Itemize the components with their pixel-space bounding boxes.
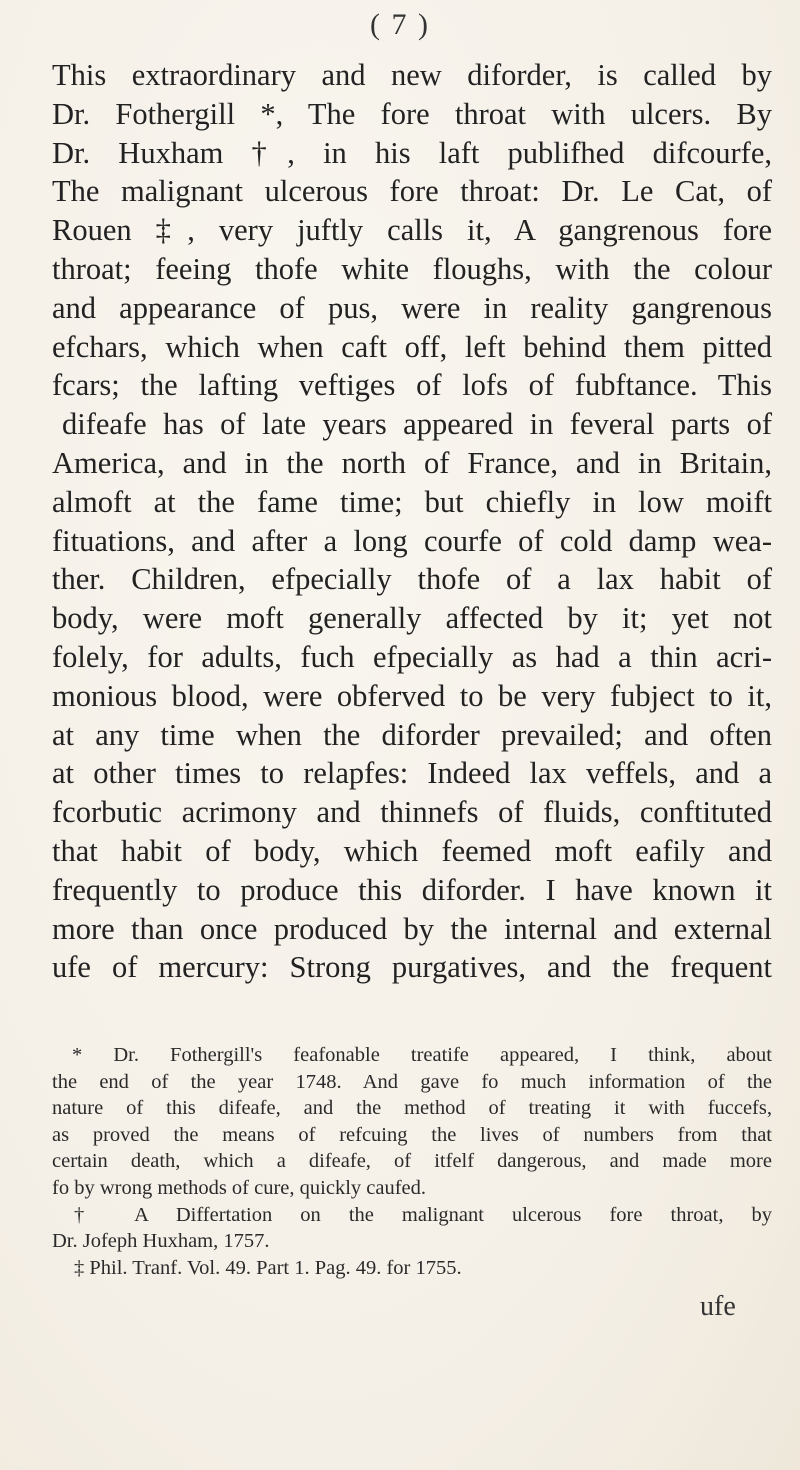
text-line: almoft at the fame time; but chiefly in low moift bbox=[52, 484, 772, 519]
text-line: monious blood, were obferved to be very fubject to it, bbox=[52, 678, 772, 713]
main-text bbox=[52, 56, 772, 987]
text-line: frequently to produce this diforder. I have known it bbox=[52, 872, 772, 907]
footnotes bbox=[52, 1042, 772, 1281]
footnote-line: the end of the year 1748. And gave fo much information of the bbox=[52, 1070, 772, 1093]
text-line: body, were moft generally affected by it; yet not bbox=[52, 601, 772, 636]
footnote-line: as proved the means of refcuing the lives of numbers from that bbox=[52, 1123, 772, 1146]
text-line: throat; feeing thofe white floughs, with the colour bbox=[52, 251, 772, 286]
text-line: at any time when the diforder prevailed; and often bbox=[52, 717, 772, 752]
text-line: fituations, and after a long courfe of cold damp wea- bbox=[52, 523, 772, 558]
text-line: and appearance of pus, were in reality gangrenous bbox=[52, 290, 772, 325]
footnote-line: † A Differtation on the malignant ulcerous fore throat, by bbox=[74, 1203, 772, 1226]
footnote-line: Dr. Jofeph Huxham, 1757. bbox=[52, 1230, 270, 1253]
catchword: ufe bbox=[700, 1291, 736, 1322]
text-line: ufe of mercury: Strong purgatives, and the frequent bbox=[52, 950, 772, 985]
footnote-line: * Dr. Fothergill's feafonable treatife appeared, I think, about bbox=[72, 1044, 772, 1066]
text-line: fcars; the lafting veftiges of lofs of fubftance. This bbox=[52, 368, 772, 403]
footnote-line: certain death, which a difeafe, of itfelf dangerous, and made more bbox=[52, 1150, 772, 1173]
text-line: difeafe has of late years appeared in feveral parts of bbox=[62, 407, 772, 442]
footnote-line: ‡ Phil. Tranf. Vol. 49. Part 1. Pag. 49. for 1755. bbox=[74, 1256, 462, 1279]
text-line: fcorbutic acrimony and thinnefs of fluids, conftituted bbox=[52, 795, 772, 830]
footnote-line: nature of this difeafe, and the method of treating it with fuccefs, bbox=[52, 1097, 772, 1120]
text-line: that habit of body, which feemed moft eafily and bbox=[52, 833, 772, 868]
text-line: at other times to relapfes: Indeed lax veffels, and a bbox=[52, 756, 772, 791]
text-line: folely, for adults, fuch efpecially as had a thin acri- bbox=[52, 639, 772, 674]
text-line: Dr. Fothergill *, The fore throat with ulcers. By bbox=[52, 96, 772, 131]
footnote-line: fo by wrong methods of cure, quickly caufed. bbox=[52, 1176, 427, 1199]
text-line: The malignant ulcerous fore throat: Dr. Le Cat, of bbox=[52, 174, 772, 209]
text-line: Dr. Huxham †, in his laft publifhed difcourfe, bbox=[52, 135, 772, 170]
text-line: This extraordinary and new diforder, is called by bbox=[52, 58, 772, 92]
text-line: America, and in the north of France, and in Britain, bbox=[52, 445, 772, 480]
text-line: more than once produced by the internal and external bbox=[52, 911, 772, 946]
text-line: efchars, which when caft off, left behind them pitted bbox=[52, 329, 772, 364]
text-line: Rouen ‡, very juftly calls it, A gangrenous fore bbox=[52, 213, 772, 248]
page-number: ( 7 ) bbox=[370, 8, 430, 41]
text-line: ther. Children, efpecially thofe of a lax habit of bbox=[52, 562, 772, 597]
